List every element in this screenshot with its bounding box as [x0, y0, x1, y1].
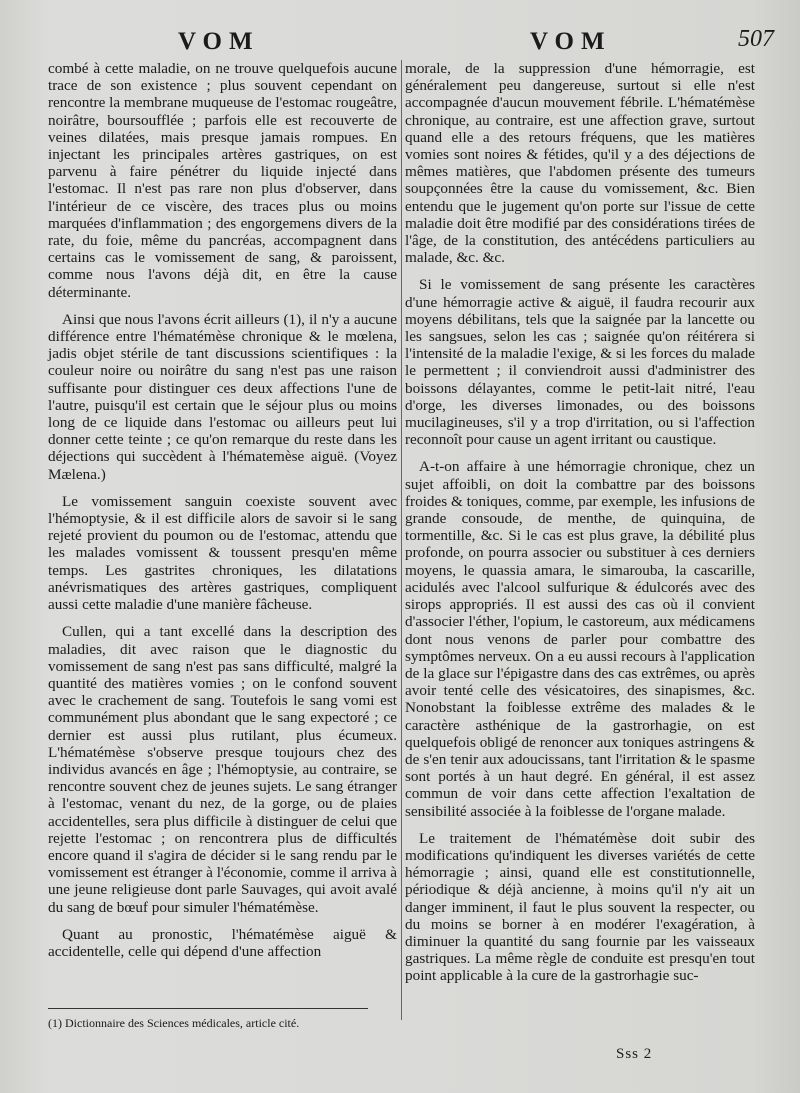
page-number: 507: [738, 26, 774, 52]
column-divider: [401, 60, 402, 1020]
paragraph: Quant au pronostic, l'hématémèse aiguë & accidentelle, celle qui dépend d'une affection: [48, 925, 397, 960]
footnote-rule: [48, 1008, 368, 1009]
paragraph: Ainsi que nous l'avons écrit ailleurs (1), il n'y a aucune différence entre l'hématémèse chronique & le mœlena, jadis objet stérile de tant discussions scientifiques : la couleur noire ou noirâtre du sang n'est pas une raison suffisante pour distinguer ces deux affections l'une de l'autre, puisqu'il est certain que le séjour plus ou moins long de ce liquide dans l'estomac ou ailleurs peut lui donner cette teinte ; ce qu'on remarque du reste dans les déjections qui succèdent à l'hématemèse aiguë. (Voyez Mælena.): [48, 310, 397, 483]
running-head-right: VOM: [530, 28, 612, 55]
paragraph: Le traitement de l'hématémèse doit subir des modifications qu'indiquent les diverses variétés de cette hémorragie ; ainsi, quand elle est constitutionnelle, périodique & déjà ancienne, à moins qu'il n'y ait un danger imminent, il faut le plus souvent la respecter, ou du moins se borner à en modérer l'exagération, à diminuer la quantité du sang fournie par les vaisseaux gastriques. La même règle de conduite est presqu'en tout point applicable à la cure de la gastrorhagie suc-: [405, 829, 755, 985]
left-column: [48, 60, 397, 970]
paragraph: combé à cette maladie, on ne trouve quelquefois aucune trace de son existence ; plus souvent cependant on rencontre la membrane muqueuse de l'estomac rougeâtre, noirâtre, boursoufflée ; parfois elle est recouverte de veines dilatées, mais presque jamais rompues. En injectant les principales artères gastriques, on est parvenu à faire pénétrer du liquide injecté dans l'estomac. Il n'est pas rare non plus d'observer, dans l'intérieur de ce viscère, des traces plus ou moins marquées d'inflammation ; des engorgemens divers de la rate, du foie, même du pancréas, accompagnent dans certains cas le vomissement de sang, & paroissent, comme nous l'avons déjà dit, en être la cause déterminante.: [48, 60, 397, 301]
paragraph: Le vomissement sanguin coexiste souvent avec l'hémoptysie, & il est difficile alors de savoir si le sang rejeté provient du poumon ou de l'estomac, attendu que les malades vomissent & toussent presqu'en même temps. Les gastrites chroniques, les dilatations anévrismatiques des artères gastriques, compliquent aussi cette maladie d'une manière fâcheuse.: [48, 492, 397, 614]
right-column: [405, 60, 755, 995]
paragraph: Cullen, qui a tant excellé dans la description des maladies, dit avec raison que le diagnostic du vomissement de sang n'est pas sans difficulté, malgré la quantité des matières vomies ; on le confond souvent avec le crachement de sang. Toutefois le sang vomi est communément plus abondant que le sang expectoré ; ce dernier est aussi plus rutilant, plus écumeux. L'hématémèse s'observe presque toujours chez des individus avancés en âge ; l'hémoptysie, au contraire, se rencontre souvent chez de jeunes sujets. Le sang étranger à l'estomac, venant du nez, de la gorge, ou de plaies accidentelles, sera plus difficile à distinguer de celui que rejette l'estomac ; on rencontrera plus de difficultés encore quand il s'agira de décider si le sang rendu par le vomissement est étranger à l'économie, comme il arriva à une jeune religieuse dont parle Sauvages, qui avoit avalé du sang de bœuf pour simuler l'hématémèse.: [48, 623, 397, 916]
footnote: (1) Dictionnaire des Sciences médicales, article cité.: [48, 1016, 300, 1030]
paragraph: A-t-on affaire à une hémorragie chronique, chez un sujet affoibli, on doit la combattre par des boissons froides & toniques, comme, par exemple, les infusions de grande consoude, de menthe, de quinquina, de tormentille, &c. Si le cas est plus grave, la débilité plus profonde, on pourra associer ou substituer à ces derniers moyens, le quassia amara, le simarouba, la cascarille, acidulés avec l'alcool sulfurique & édulcorés avec des sirops appropriés. Il est aussi des cas où il convient d'associer l'éther, l'opium, le castoreum, aux médicamens dont nous venons de parler pour combattre des symptômes nerveux. On a eu aussi recours à l'application de la glace sur l'épigastre dans des cas extrêmes, ou après avoir tenté celle des vésicatoires, des sinapismes, &c. Nonobstant la foiblesse extrême des malades & le caractère asthénique de la gastrorhagie, on est quelquefois obligé de renoncer aux toniques astringens & de s'en tenir aux adoucissans, tant l'irritation & le spasme sont portés à un haut degré. En général, il est assez commun de voir dans cette affection l'exaltation de sensibilité associée à la foiblesse de l'organe malade.: [405, 458, 755, 820]
running-head-left: VOM: [178, 28, 260, 55]
signature-mark: Sss 2: [616, 1046, 653, 1062]
paragraph: Si le vomissement de sang présente les caractères d'une hémorragie active & aiguë, il faudra recourir aux moyens débilitans, tels que la saignée par la lancette ou les sangsues, selon les cas ; saignée qu'on réitérera si l'intensité de la maladie l'exige, & si les forces du malade le permettent ; il conviendroit aussi d'administrer des boissons délayantes, comme le petit-lait nitré, l'eau d'orge, les diverses limonades, ou des boissons mucilagineuses, s'il y a trop d'irritation, ou si l'affection reconnoît pour cause un agent irritant ou caustique.: [405, 276, 755, 449]
paragraph: morale, de la suppression d'une hémorragie, est généralement peu dangereuse, surtout si elle n'est accompagnée d'aucun mouvement fébrile. L'hématémèse chronique, au contraire, est une affection grave, surtout quand elle a des retours fréquens, que les matières vomies sont noires & fétides, qu'il y a des déjections de mêmes matières, que l'abdomen présente des tumeurs soupçonnées être la cause du vomissement, &c. Bien entendu que le jugement qu'on porte sur l'issue de cette maladie doit être modifié par des considérations tirées de l'âge, de la constitution, des antécédens particuliers au malade, &c. &c.: [405, 60, 755, 267]
